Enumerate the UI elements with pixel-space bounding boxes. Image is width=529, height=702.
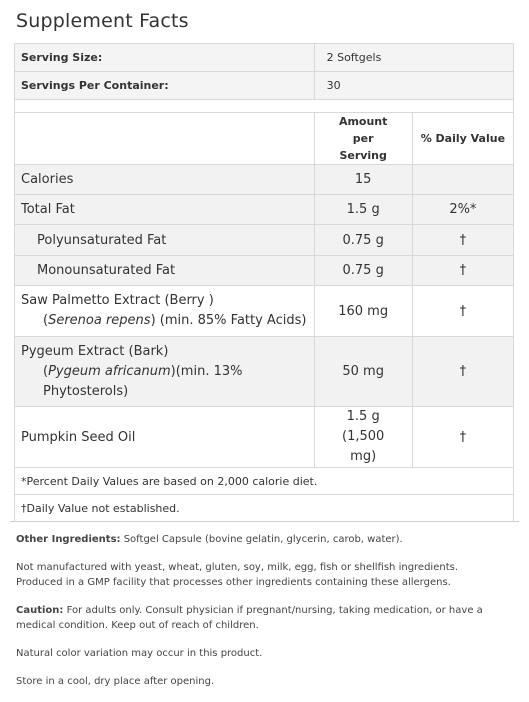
column-header-row <box>15 113 514 165</box>
latin-name: Serenoa repens <box>48 313 151 328</box>
amount-per-serving-header: Amount per Serving <box>314 113 412 165</box>
nutrient-name <box>15 337 315 407</box>
nutrient-name: Pumpkin Seed Oil <box>15 407 315 468</box>
nutrient-name: Polyunsaturated Fat <box>15 225 315 256</box>
nutrient-amount: 50 mg <box>314 337 412 407</box>
nutrient-amount: 160 mg <box>314 286 412 337</box>
servings-per-container-value: 30 <box>314 72 513 100</box>
servings-per-container-label: Servings Per Container: <box>15 72 315 100</box>
servings-per-container-row <box>15 72 514 100</box>
nutrient-row <box>15 286 514 337</box>
ingredient-title: Pygeum Extract (Bark) <box>21 343 169 359</box>
nutrient-name: Total Fat <box>15 195 315 225</box>
color-variation-note: Natural color variation may occur in this product. <box>16 648 263 659</box>
daily-value-header: % Daily Value <box>412 113 513 165</box>
nutrient-dv: † <box>412 286 513 337</box>
spacer <box>15 100 514 113</box>
serving-size-value: 2 Softgels <box>314 44 513 72</box>
footnote-row <box>15 495 514 522</box>
nutrient-row <box>15 195 514 225</box>
nutrient-row <box>15 165 514 195</box>
nutrient-row <box>15 337 514 407</box>
serving-size-label: Serving Size: <box>15 44 315 72</box>
nutrient-dv: 2%* <box>412 195 513 225</box>
nutrient-amount: 1.5 g (1,500 mg) <box>314 407 412 468</box>
ingredient-detail: (Serenoa repens) (min. 85% Fatty Acids) <box>43 313 307 328</box>
nutrient-name <box>15 286 315 337</box>
serving-size-row <box>15 44 514 72</box>
nutrient-dv: † <box>412 407 513 468</box>
page-title: Supplement Facts <box>16 10 189 32</box>
caution-statement: Caution: For adults only. Consult physician if pregnant/nursing, taking medication, or have a medical condition. Keep out of reach of children. <box>16 605 483 631</box>
nutrient-dv: † <box>412 337 513 407</box>
header-blank <box>15 113 315 165</box>
nutrient-amount: 1.5 g <box>314 195 412 225</box>
ingredient-detail: (Pygeum africanum)(min. 13% Phytosterols) <box>43 363 243 399</box>
nutrient-row <box>15 225 514 256</box>
footnote-row <box>15 468 514 495</box>
allergen-statement: Not manufactured with yeast, wheat, gluten, soy, milk, egg, fish or shellfish ingredients. Produced in a GMP facility that processes other ingredients containing these allergens. <box>16 562 459 588</box>
latin-name: Pygeum africanum <box>48 363 171 379</box>
dagger-footnote: †Daily Value not established. <box>15 495 514 522</box>
nutrient-name: Calories <box>15 165 315 195</box>
product-notes <box>16 532 506 702</box>
nutrient-row <box>15 256 514 286</box>
nutrient-dv: † <box>412 256 513 286</box>
ingredient-title: Saw Palmetto Extract (Berry ) <box>21 293 214 308</box>
nutrient-name: Monounsaturated Fat <box>15 256 315 286</box>
nutrient-amount: 15 <box>314 165 412 195</box>
nutrient-dv: † <box>412 225 513 256</box>
nutrient-dv <box>412 165 513 195</box>
divider <box>10 521 519 522</box>
nutrient-row <box>15 407 514 468</box>
storage-note: Store in a cool, dry place after opening. <box>16 676 215 687</box>
other-ingredients: Other Ingredients: Softgel Capsule (bovine gelatin, glycerin, carob, water). <box>16 534 403 545</box>
percent-footnote: *Percent Daily Values are based on 2,000 calorie diet. <box>15 468 514 495</box>
supplement-facts-table <box>14 43 514 522</box>
nutrient-amount: 0.75 g <box>314 256 412 286</box>
nutrient-amount: 0.75 g <box>314 225 412 256</box>
